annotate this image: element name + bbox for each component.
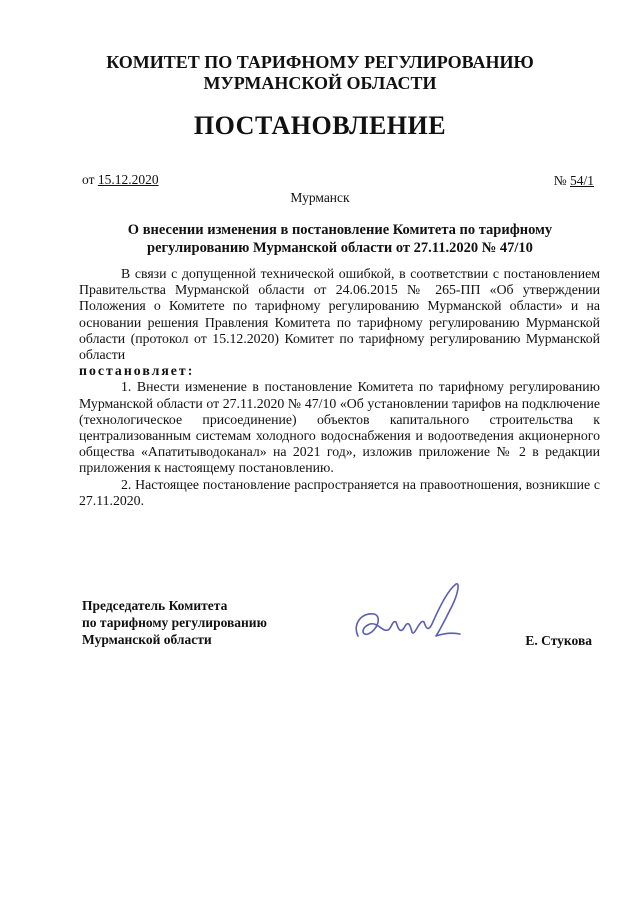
signer-position — [82, 597, 267, 648]
preamble-paragraph: В связи с допущенной технической ошибкой, в соответствии с постановлением Правительства Мурманской области от 24.06.2015 № 265-ПП «Об утверждении Положения о Комитете по тарифному регулированию Мурманской области» и на основании решения Правления Комитета по тарифному регулированию Мурманской области (протокол от 15.12.2020) Комитет по тарифному регулированию Мурманской области — [79, 266, 600, 363]
item-2-paragraph: 2. Настоящее постановление распространяется на правоотношения, возникшие с 27.11.2020. — [79, 476, 600, 508]
document-body — [79, 266, 600, 509]
document-number — [554, 173, 594, 189]
org-line-2: МУРМАНСКОЙ ОБЛАСТИ — [203, 73, 437, 93]
city: Мурманск — [290, 190, 350, 205]
handwritten-signature — [348, 578, 468, 650]
number-prefix: № — [553, 173, 567, 188]
item-1-paragraph: 1. Внести изменение в постановление Комитета по тарифному регулированию Мурманской области от 27.11.2020 № 47/10 «Об установлении тарифов на подключение (технологическое присоединение) объектов капитального строительства к централизованным системам холодного водоснабжения и водоотведения акционерного общества «Апатитыводоканал» на 2021 год», изложив приложение № 2 в редакции приложения к настоящему постановлению. — [79, 379, 600, 476]
date-prefix: от — [82, 172, 95, 187]
signer-name: Е. Стукова — [525, 633, 592, 648]
document-title — [80, 221, 600, 257]
date-value: 15.12.2020 — [97, 172, 159, 187]
resolves-word: постановляет: — [79, 363, 195, 379]
document-date — [82, 172, 159, 188]
org-line-1: КОМИТЕТ ПО ТАРИФНОМУ РЕГУЛИРОВАНИЮ — [106, 52, 534, 72]
signer-position-line-2: по тарифному регулированию — [82, 615, 267, 630]
title-line-2: регулированию Мурманской области от 27.11.2020 № 47/10 — [147, 240, 533, 256]
organization-name — [0, 52, 640, 94]
title-line-1: О внесении изменения в постановление Комитета по тарифному — [127, 222, 553, 238]
signer-position-line-3: Мурманской области — [82, 632, 212, 647]
signer-position-line-1: Председатель Комитета — [82, 598, 228, 613]
document-type: ПОСТАНОВЛЕНИЕ — [193, 111, 447, 140]
number-value: 54/1 — [569, 173, 594, 188]
